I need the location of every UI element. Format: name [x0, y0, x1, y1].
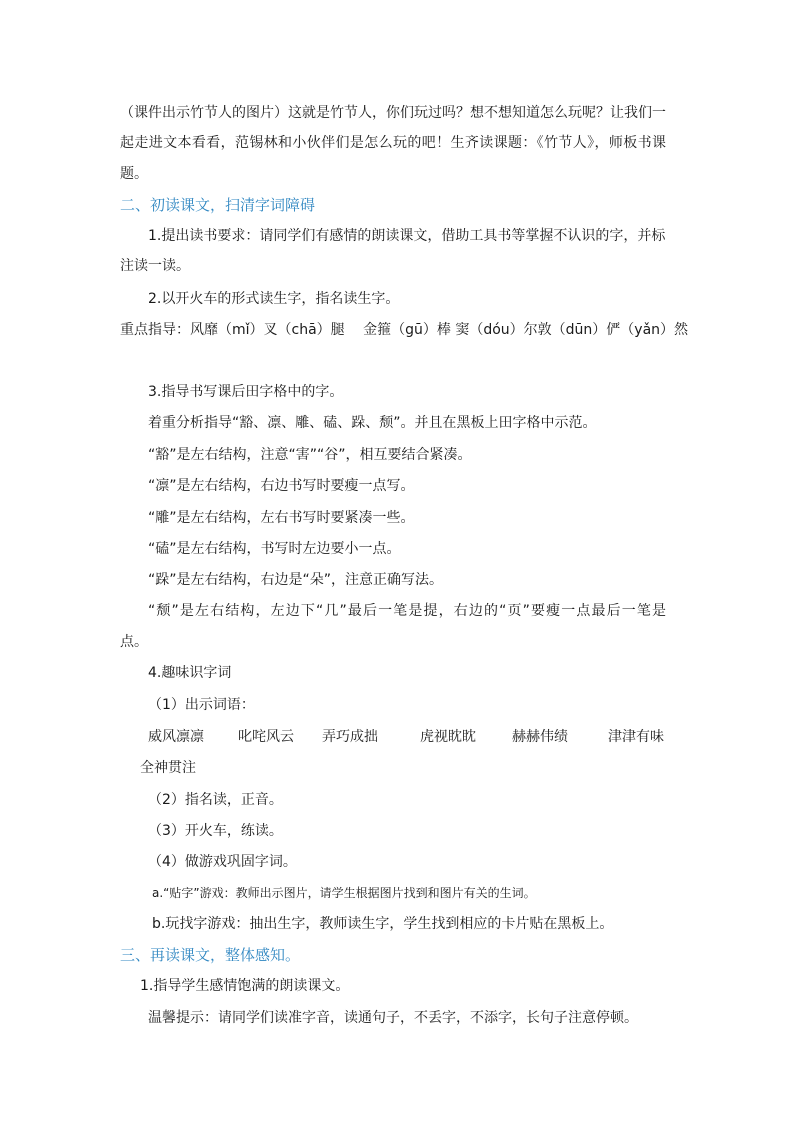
intro-line-1: （课件出示竹节人的图片）这就是竹节人，你们玩过吗？想不想知道怎么玩呢？让我们一	[120, 105, 666, 121]
sub-item-4: （4）做游戏巩固字词。	[148, 854, 297, 870]
char-note-4: “磕”是左右结构，书写时左边要小一点。	[148, 541, 401, 557]
char-note-6-line-2: 点。	[120, 634, 148, 650]
char-note-6-line-1: “颓”是左右结构，左边下“几”最后一笔是提，右边的“页”要瘦一点最后一笔是	[148, 603, 666, 619]
item-1-line-2: 注读一读。	[120, 258, 190, 274]
analysis-text: 着重分析指导“豁、凛、雕、磕、跺、颓”。并且在黑板上田字格中示范。	[148, 415, 597, 431]
item-3: 3.指导书写课后田字格中的字。	[148, 384, 344, 400]
sub-item-1: （1）出示词语：	[148, 697, 255, 713]
char-note-3: “雕”是左右结构，左右书写时要紧凑一些。	[148, 510, 415, 526]
intro-line-3: 题。	[120, 166, 148, 182]
word-1: 威风凛凛	[148, 729, 204, 745]
char-note-2: “凛”是左右结构，右边书写时要瘦一点写。	[148, 478, 415, 494]
word-5: 赫赫伟绩	[512, 729, 568, 745]
game-b: b.玩找字游戏：抽出生字，教师读生字，学生找到相应的卡片贴在黑板上。	[152, 916, 614, 932]
intro-line-2: 起走进文本看看，范锡林和小伙伴们是怎么玩的吧！生齐读课题：《竹节人》，师板书课	[120, 135, 666, 151]
item-1-line-1: 1.提出读书要求：请同学们有感情的朗读课文，借助工具书等掌握不认识的字，并标	[148, 228, 666, 244]
char-note-1: “豁”是左右结构，注意“害”“谷”，相互要结合紧凑。	[148, 447, 472, 463]
section-heading-3: 三、再读课文，整体感知。	[120, 946, 301, 964]
game-a: a.“贴字”游戏：教师出示图片，请学生根据图片找到和图片有关的生词。	[152, 886, 536, 900]
section-heading-2: 二、初读课文，扫清字词障碍	[120, 196, 316, 214]
key-points: 重点指导：风靡（mǐ）叉（chā）腿 金箍（gū）棒 窦（dóu）尔敦（dūn）俨（yǎn）然	[120, 322, 689, 338]
word-3: 弄巧成拙	[322, 729, 378, 745]
char-note-5: “跺”是左右结构，右边是“朵”，注意正确写法。	[148, 572, 444, 588]
word-6: 津津有味	[608, 729, 664, 745]
warm-tip: 温馨提示：请同学们读准字音，读通句子，不丢字，不添字，长句子注意停顿。	[148, 1010, 638, 1026]
sub-item-2: （2）指名读，正音。	[148, 792, 283, 808]
item-4: 4.趣味识字词	[148, 665, 232, 681]
word-2: 叱咤风云	[238, 729, 294, 745]
word-4: 虎视眈眈	[420, 729, 476, 745]
item-2: 2.以开火车的形式读生字，指名读生字。	[148, 291, 400, 307]
word-7: 全神贯注	[140, 760, 196, 776]
section-3-item-1: 1.指导学生感情饱满的朗读课文。	[140, 978, 350, 994]
sub-item-3: （3）开火车，练读。	[148, 823, 283, 839]
